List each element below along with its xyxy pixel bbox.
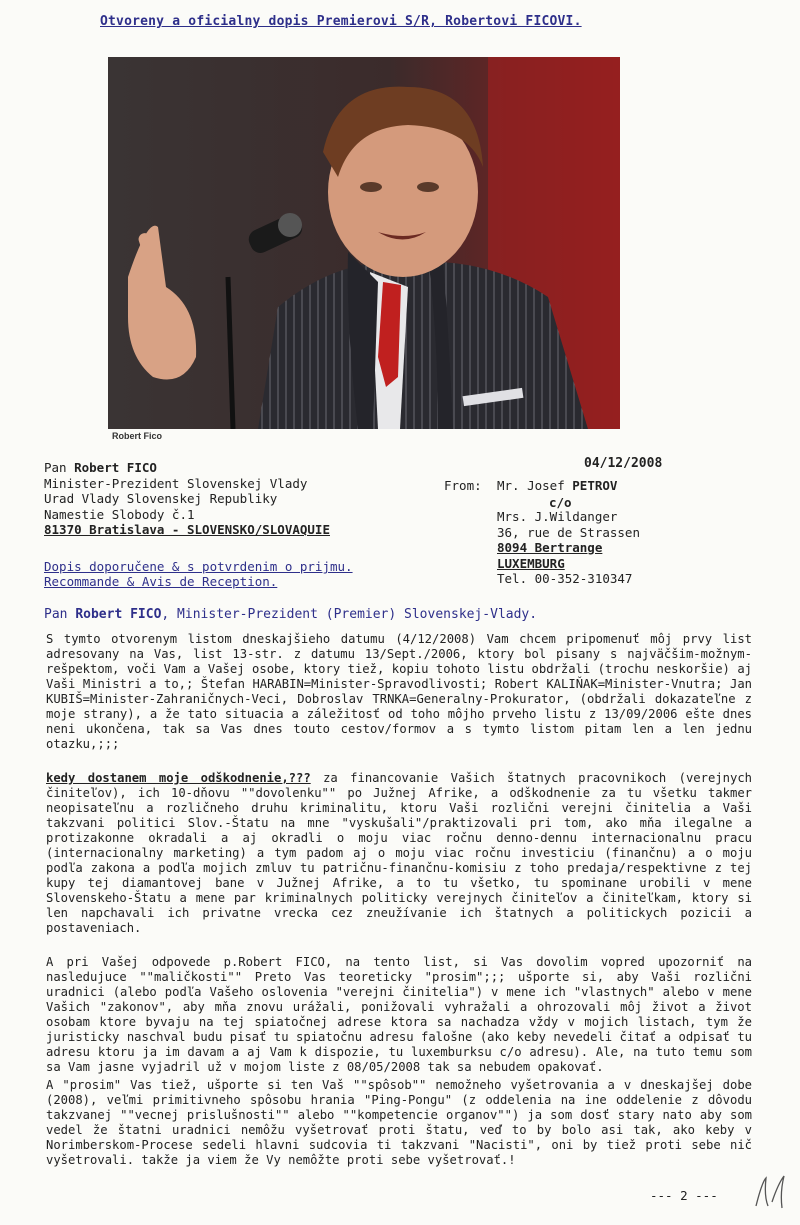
from-label: From: [444,478,482,493]
paragraph-2 [46,771,752,936]
sender-prefix: Mr. Josef [497,478,573,493]
sender-line-2: Mrs. J.Wildanger [497,509,618,524]
letter-title: Otvoreny a oficialny dopis Premierovi S/R, Robertovi FICOVI. [100,14,582,29]
care-of: c/o [549,495,572,510]
recipient-address [44,460,330,538]
sender-name: PETROV [572,478,618,493]
signature-mark [752,1172,790,1212]
recipient-line-3: Urad Vlady Slovenskej Republiky [44,491,278,506]
letter-date: 04/12/2008 [584,456,663,471]
salutation-suffix: , Minister-Prezident (Premier) Slovenskej-Vlady. [161,607,538,622]
registered-mail-line-1: Dopis doporučene & s potvrdenim o prijmu. [44,559,353,574]
paragraph-3: A pri Vašej odpovede p.Robert FICO, na tento list, si Vas dovolim vopred upozorniť na nasledujuce ""maličkosti"" Preto Vas teoreticky "prosim";;; ušporte si, aby Vaši rozlični uradnici (alebo podľa Vašeho oslovenia "verejni činitelia") v mene ich "vlastnych" alebo v mene Vašich "zakonov", aby mňa znovu urážali, ponižovali vyhražali a ohrozovali môj život a život osobam ktore byvaju na tej spiatočnej adrese ktora sa nachadza vždy v mojich listach, tym že juristicky naschval budu pisať tu spiatočnu adresu falošne (ako keby nevedeli čitať a odpisať tu adresu ktoru ja im davam a aj Vam k dispozie, tu luxemburksu c/o adresu). Ale, na tuto temu som sa Vam jasne vyjadril už v mojom liste z 08/05/2008 tak sa nebudem opakovať. [46,955,752,1074]
page-number: --- 2 --- [650,1188,718,1203]
paragraph-4: A "prosim" Vas tiež, ušporte si ten Vaš ""spôsob"" nemožneho vyšetrovania a v dneskajšej dobe (2008), veľmi primitivneho spôsobu hrania "Ping-Pongu" (z oddelenia na ine oddelenie z dôvodu takzvanej ""vecnej prislušnosti"" alebo ""kompetencie organov"") ja som dosť stary nato aby som vedel že štatni uradnici nemôžu vyšetrovať proti štatu, veď to by bolo asi tak, ako keby v Norimberskom-Procese sedeli hlavni sudcovia ti takzvani "Nacisti", oni by tiež proti sebe nič vyšetrovali. takže ja viem že Vy nemôžte proti sebe vyšetrovať.! [46,1078,752,1167]
registered-mail-note [44,559,353,589]
sender-line-3: 36, rue de Strassen [497,524,640,540]
recipient-name: Robert FICO [74,460,157,475]
paragraph-2-body: za financovanie Vašich štatnych pracovnikoch (verejnych činiteľov), ich 10-dňovu ""dovolenku"" po Južnej Afrike, a odškodnenie za tu všetku takmer neopisateľnu a rozličneho druhu kriminalitu, ktoru Vaši rozlični verejni činitelia a Vaši takzvani politici Slov.-Štatu na mne "vyskušali"/praktizovali pri tom, ako mňa ilegalne a protizakonne okradali a aj okradli o moju viac ročnu denno-dennu internacionalnu pracu (internacionalny marketing) a tym padom aj o moju viac ročnu investiciu (finančnu) a o moju podľa zakona a podľa mojich zmluv tu patričnu-finančnu-komisiu z toho predaja/respektivne z tej kupy tej diamantovej bane v Južnej Afrike, a to tu všetko, tu spominane urobili v mene Slovenskeho-Štatu a mene par kriminalnych politicky verejnych činiteľov a činiteľkam, ktory si len napchavali ich privatne vrecka cez zneužívanie ich štatnych a politickych pozicii a postaveniach. [46,771,752,935]
paragraph-1: S tymto otvorenym listom dneskajšieho datumu (4/12/2008) Vam chcem pripomenuť môj prvy list adresovany na Vas, list 13-str. z datumu 13/Sept./2006, ktory bol pisany s najväčšim-možnym-rešpektom, voči Vam a Vašej osobe, ktory tiež, kopiu tohoto listu obdržali (trochu neskoršie) aj Vaši Ministri a to,; Štefan HARABIN=Minister-Spravodlivosti; Robert KALIŇAK=Minister-Vnutra; Jan KUBIŠ=Minister-Zahraničnych-Veci, Dobroslav TRNKA=Generalny-Prokurator, (obdržali dokazateľne z moje strany), a že tato situacia a záležitosť od toho môjho prveho listu z 13/09/2006 ešte dnes neni ukončena, tak sa Vas dnes touto cestov/formov a s tymto listom pitam len a len jednu otazku,;;; [46,632,752,751]
photo-caption: Robert Fico [112,431,163,441]
sender-line-1 [497,478,640,494]
sender-line-5: LUXEMBURG [497,555,565,571]
recipient-line-5: 81370 Bratislava - SLOVENSKO/SLOVAQUIE [44,522,330,537]
salutation-prefix: Pan [44,607,76,622]
portrait-image [108,57,620,429]
salutation-name: Robert FICO [75,607,162,622]
sender-tel: Tel. 00-352-310347 [497,571,633,586]
paragraph-2-lead: kedy dostanem moje odškodnenie,??? [46,771,311,785]
sender-line-4: 8094 Bertrange [497,540,603,555]
photo-robert-fico [108,57,620,429]
recipient-prefix: Pan [44,460,75,475]
registered-mail-line-2: Recommande & Avis de Reception. [44,574,278,589]
salutation [44,607,537,622]
recipient-line-1 [44,460,330,476]
recipient-line-4: Namestie Slobody č.1 [44,506,195,522]
recipient-line-2: Minister-Prezident Slovenskej Vlady [44,475,308,491]
